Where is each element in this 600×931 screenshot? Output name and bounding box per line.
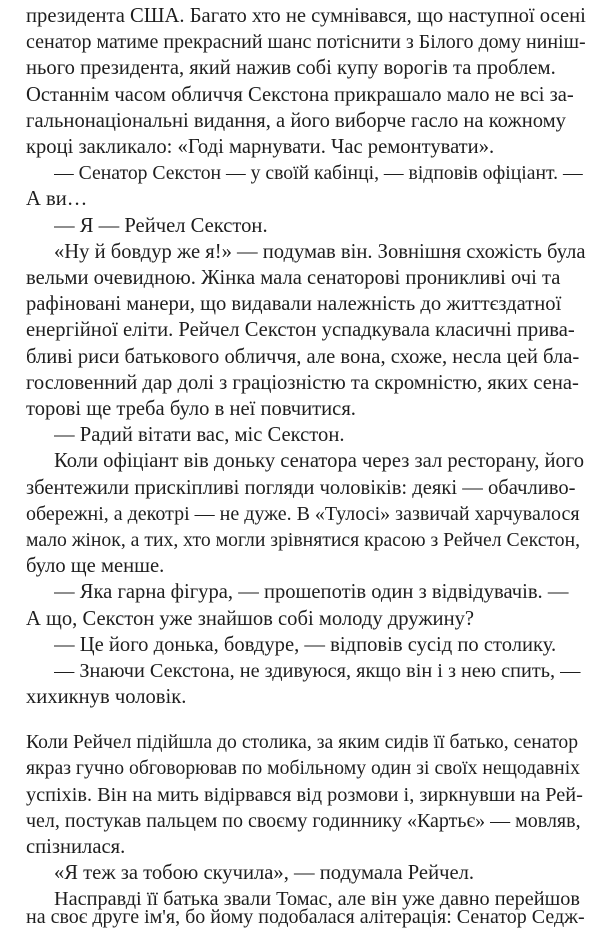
text-line: нього президента, який нажив собі купу ворогів та проблем.	[26, 57, 556, 79]
text-line: кроці закликало: «Годі марнувати. Час ремонтувати».	[26, 136, 495, 158]
text-line: гословенний дар долі з граціозністю та скромністю, яких сена-	[26, 372, 579, 394]
text-line: — Яка гарна фігура, — прошепотів один з відвідувачів. —	[54, 581, 569, 603]
text-line: спізнилася.	[26, 836, 126, 858]
text-line: бливі риси батькового обличчя, але вона, схоже, несла цей бла-	[26, 346, 580, 368]
text-line: — Сенатор Секстон — у своїй кабінці, — відповів офіціант. —	[54, 162, 583, 184]
text-line: — Я — Рейчел Секстон.	[54, 215, 268, 237]
text-line: успіхів. Він на мить відірвався від розмови і, зиркнувши на Рей-	[26, 784, 583, 806]
text-line: чел, постукав пальцем по своєму годиннику «Картьє» — мовляв,	[26, 810, 581, 832]
text-line: хихикнув чоловік.	[26, 686, 187, 708]
text-line: А ви…	[26, 188, 88, 210]
text-line: А що, Секстон уже знайшов собі молоду дружину?	[26, 608, 475, 630]
text-line: мало жінок, а тих, хто могли зрівнятися красою з Рейчел Секстон,	[26, 529, 581, 551]
text-line: — Знаючи Секстона, не здивуюся, якщо він і з нею спить, —	[54, 660, 581, 682]
text-line: було ще менше.	[26, 555, 165, 577]
text-line: Коли офіціант вів доньку сенатора через зал ресторану, його	[54, 450, 585, 472]
text-line: Останнім часом обличчя Секстона прикрашало мало не всі за-	[26, 84, 574, 106]
text-line: збентежили прискіпливі погляди чоловіків: деякі — обачливо-	[26, 477, 576, 499]
text-line: енергійної еліти. Рейчел Секстон успадкувала класичні прива-	[26, 319, 575, 341]
text-line: сенатор матиме прекрасний шанс потіснити з Білого дому нинiш-	[26, 31, 586, 53]
text-line: Насправді її батька звали Томас, але він уже давно перейшов	[54, 888, 580, 910]
text-line: гальнонаціональні видання, а його виборче гасло на кожному	[26, 110, 566, 132]
text-line: Коли Рейчел підійшла до столика, за яким сидів її батько, сенатор	[26, 731, 579, 753]
text-line: «Я теж за тобою скучила», — подумала Рейчел.	[54, 862, 475, 884]
text-line: вельми очевидною. Жінка мала сенаторові проникливі очі та	[26, 267, 561, 289]
text-line: — Це його донька, бовдуре, — відповів сусід по столику.	[54, 634, 557, 656]
text-line: торові ще треба було в неї повчитися.	[26, 398, 356, 420]
text-line: на своє друге ім'я, бо йому подобалася алітерація: Сенатор Седж-	[26, 906, 585, 928]
text-line: президента США. Багато хто не сумнівався, що наступної осені	[26, 5, 586, 27]
text-line: обережні, а декотрі — не дуже. В «Тулосі» зазвичай харчувалося	[26, 503, 580, 525]
book-page	[26, 0, 586, 931]
text-line: якраз гучно обговорював по мобільному один зі своїх нещодавніх	[26, 757, 581, 779]
text-line: рафіновані манери, що видавали належність до життєздатної	[26, 293, 562, 315]
text-line: — Радий вітати вас, міс Секстон.	[54, 424, 345, 446]
text-line: «Ну й бовдур же я!» — подумав він. Зовнішня схожість була	[54, 241, 586, 263]
